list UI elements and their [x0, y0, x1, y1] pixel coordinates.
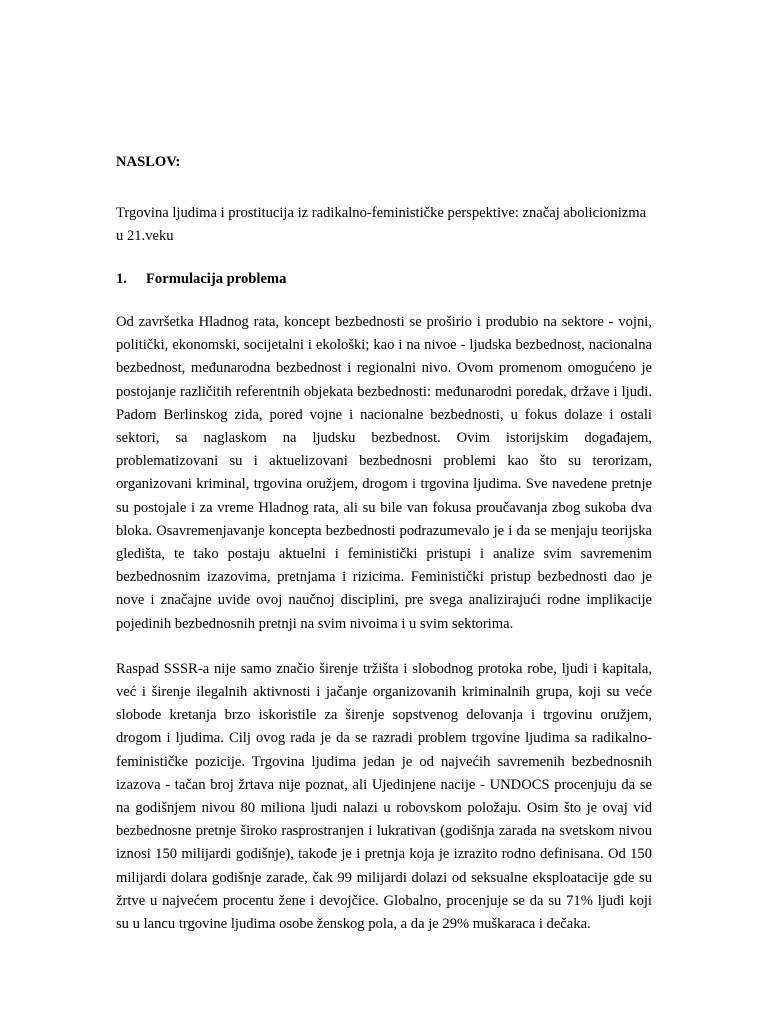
section-number: 1.: [116, 271, 127, 287]
section-heading: [116, 268, 652, 291]
document-heading: NASLOV:: [116, 154, 181, 170]
body-paragraph: Raspad SSSR-a nije samo značio širenje tržišta i slobodnog protoka robe, ljudi i kapitala, već i širenje ilegalnih aktivnosti i jačanje organizovanih kriminalnih grupa, koji su veće slobode kretanja brzo iskoristile za širenje sopstvenog delovanja i trgovinu oružjem, drogom i ljudima. Cilj ovog rada je da se razradi problem trgovine ljudima sa radikalno-feminističke pozicije. Trgovina ljudima jedan je od najvećih savremenih bezbednosnih izazova - tačan broj žrtava nije poznat, ali Ujedinjene nacije - UNDOCS procenjuju da se na godišnjem nivou 80 miliona ljudi nalazi u robovskom položaju. Osim što je ovaj vid bezbednosne pretnje široko rasprostranjen i lukrativan (godišnja zarada na svetskom nivou iznosi 150 milijardi godišnje), takođe je i pretnja koja je izrazito rodno definisana. Od 150 milijardi dolara godišnje zarade, čak 99 milijardi dolazi od seksualne eksploatacije gde su žrtve u najvećem procentu žene i devojčice. Globalno, procenjuje se da su 71% ljudi koji su u lancu trgovine ljudima osobe ženskog pola, a da je 29% muškaraca i dečaka.: [116, 660, 652, 933]
section-title: Formulacija problema: [146, 271, 287, 287]
document-title: Trgovina ljudima i prostitucija iz radikalno-feminističke perspektive: značaj abolicionizma u 21.veku: [116, 205, 647, 244]
document-page: [116, 151, 652, 936]
body-paragraph: Od završetka Hladnog rata, koncept bezbednosti se proširio i produbio na sektore - vojni, politički, ekonomski, socijetalni i ekološki; kao i na nivoe - ljudska bezbednost, nacionalna bezbednost, međunarodna bezbednost i regionalni nivo. Ovom promenom omogućeno je postojanje različitih referentnih objekata bezbednosti: međunarodni poredak, države i ljudi. Padom Berlinskog zida, pored vojne i nacionalne bezbednosti, u fokus dolaze i ostali sektori, sa naglaskom na ljudsku bezbednost. Ovim istorijskim događajem, problematizovani su i aktuelizovani bezbednosni problemi kao što su terorizam, organizovani kriminal, trgovina oružjem, drogom i trgovina ljudima. Sve navedene pretnje su postojale i za vreme Hladnog rata, ali su bile van fokusa proučavanja zbog sukoba dva bloka. Osavremenjavanje koncepta bezbednosti podrazumevalo je i da se menjaju teorijska gledišta, te tako postaju aktuelni i feministički pristupi i analize svim savremenim bezbednosnim izazovima, pretnjama i rizicima. Feministički pristup bezbednosti dao je nove i značajne uvide ovoj naučnoj disciplini, pre svega analizirajući rodne implikacije pojedinih bezbednosnih pretnji na svim nivoima i u svim sektorima.: [116, 314, 652, 632]
